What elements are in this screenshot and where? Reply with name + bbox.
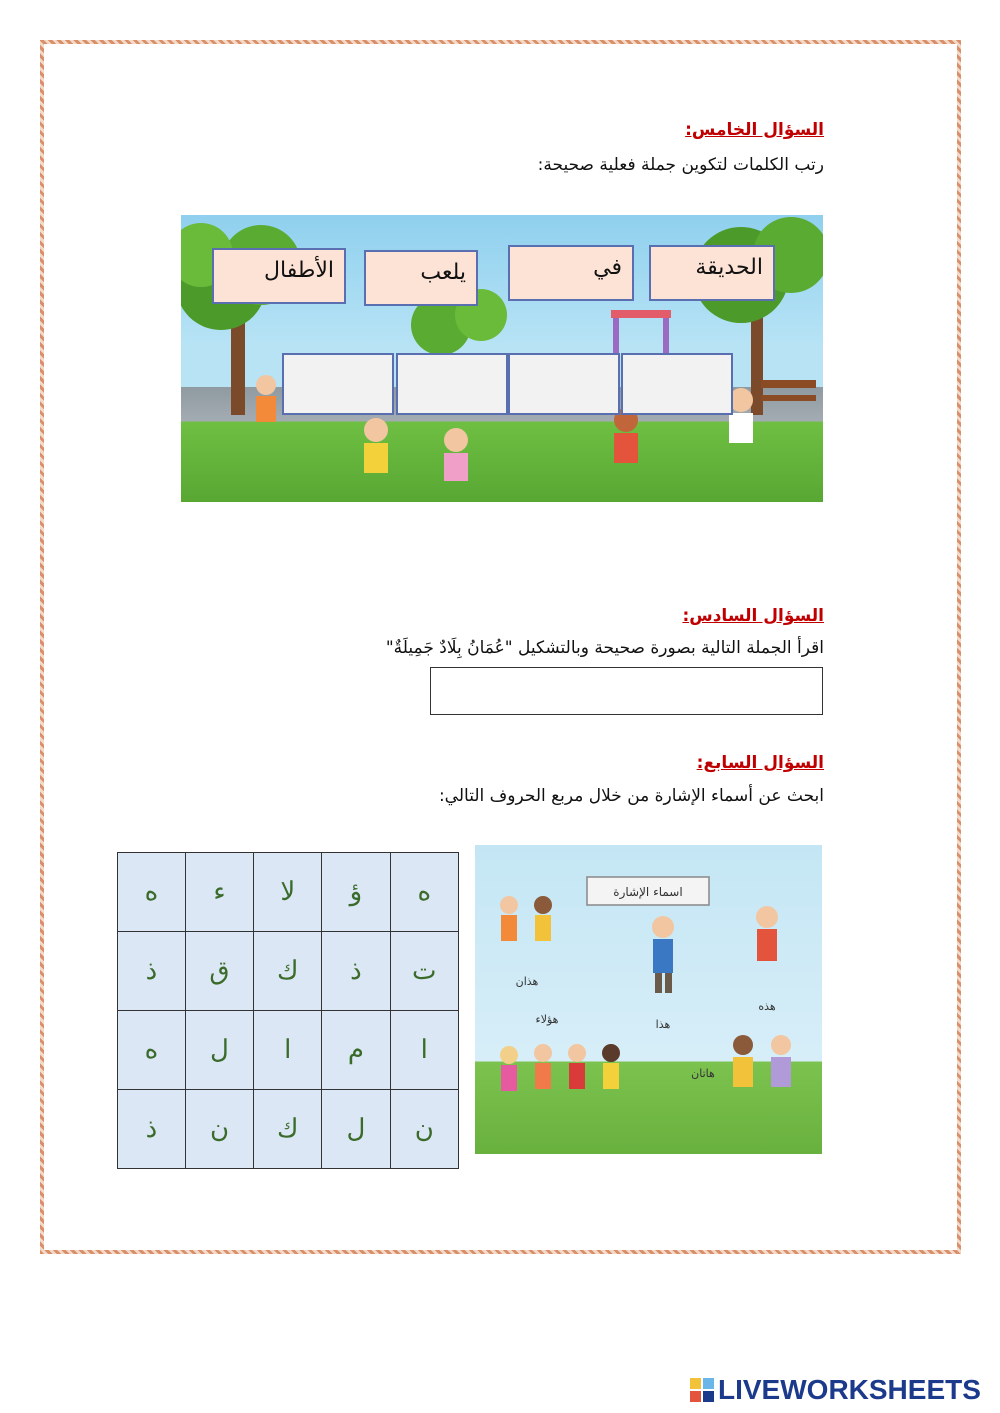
liveworksheets-logo bbox=[690, 1375, 981, 1405]
grid-cell[interactable]: ن bbox=[185, 1090, 253, 1169]
demonstratives-illustration bbox=[475, 845, 822, 1154]
grid-cell[interactable]: ق bbox=[185, 932, 253, 1011]
label-hadhan: هذان bbox=[515, 975, 539, 988]
drop-box-4[interactable] bbox=[282, 353, 394, 415]
drop-box-3[interactable] bbox=[396, 353, 508, 415]
q5-title: السؤال الخامس: bbox=[685, 120, 824, 140]
word-tile-2[interactable]: في bbox=[508, 245, 634, 301]
word-tile-4[interactable]: الأطفال bbox=[212, 248, 346, 304]
grid-cell[interactable]: ذ bbox=[322, 932, 390, 1011]
letter-grid bbox=[117, 852, 459, 1169]
grid-cell[interactable]: ء bbox=[185, 853, 253, 932]
q5-instruction: رتب الكلمات لتكوين جملة فعلية صحيحة: bbox=[537, 155, 824, 175]
drop-box-2[interactable] bbox=[508, 353, 620, 415]
label-hadha: هذا bbox=[655, 1018, 671, 1031]
grid-cell[interactable]: ه bbox=[118, 1011, 186, 1090]
grid-cell[interactable]: ن bbox=[390, 1090, 458, 1169]
word-tile-1[interactable]: الحديقة bbox=[649, 245, 775, 301]
grid-cell[interactable]: م bbox=[322, 1011, 390, 1090]
q7-title: السؤال السابع: bbox=[696, 753, 824, 773]
grid-cell[interactable]: ه bbox=[118, 853, 186, 932]
drop-box-1[interactable] bbox=[621, 353, 733, 415]
banner-text: اسماء الإشارة bbox=[613, 885, 683, 899]
q7-instruction: ابحث عن أسماء الإشارة من خلال مربع الحروف التالي: bbox=[438, 786, 824, 806]
grid-cell[interactable]: ا bbox=[390, 1011, 458, 1090]
park-image bbox=[181, 215, 823, 502]
grid-row bbox=[118, 1011, 459, 1090]
grid-cell[interactable]: ذ bbox=[118, 1090, 186, 1169]
grid-cell[interactable]: ت bbox=[390, 932, 458, 1011]
reading-answer-box[interactable] bbox=[430, 667, 823, 715]
grid-cell[interactable]: ه bbox=[390, 853, 458, 932]
grid-row bbox=[118, 853, 459, 932]
demonstratives-image bbox=[475, 845, 822, 1154]
grid-row bbox=[118, 932, 459, 1011]
word-tile-3[interactable]: يلعب bbox=[364, 250, 478, 306]
grid-cell[interactable]: ؤ bbox=[322, 853, 390, 932]
label-hatan: هاتان bbox=[691, 1067, 715, 1080]
grid-cell[interactable]: لا bbox=[254, 853, 322, 932]
grid-cell[interactable]: ل bbox=[185, 1011, 253, 1090]
label-hadhihi: هذه bbox=[758, 1000, 776, 1013]
q6-title: السؤال السادس: bbox=[682, 606, 824, 626]
grid-cell[interactable]: ل bbox=[322, 1090, 390, 1169]
logo-text: LIVEWORKSHEETS bbox=[718, 1374, 981, 1405]
q6-instruction: اقرأ الجملة التالية بصورة صحيحة وبالتشكيل "عُمَانُ بِلَادٌ جَمِيلَةٌ" bbox=[385, 638, 824, 658]
logo-icon bbox=[690, 1378, 714, 1402]
grid-cell[interactable]: ذ bbox=[118, 932, 186, 1011]
grid-cell[interactable]: ك bbox=[254, 1090, 322, 1169]
grid-cell[interactable]: ا bbox=[254, 1011, 322, 1090]
grid-cell[interactable]: ك bbox=[254, 932, 322, 1011]
label-haula: هؤلاء bbox=[535, 1013, 559, 1026]
grid-row bbox=[118, 1090, 459, 1169]
